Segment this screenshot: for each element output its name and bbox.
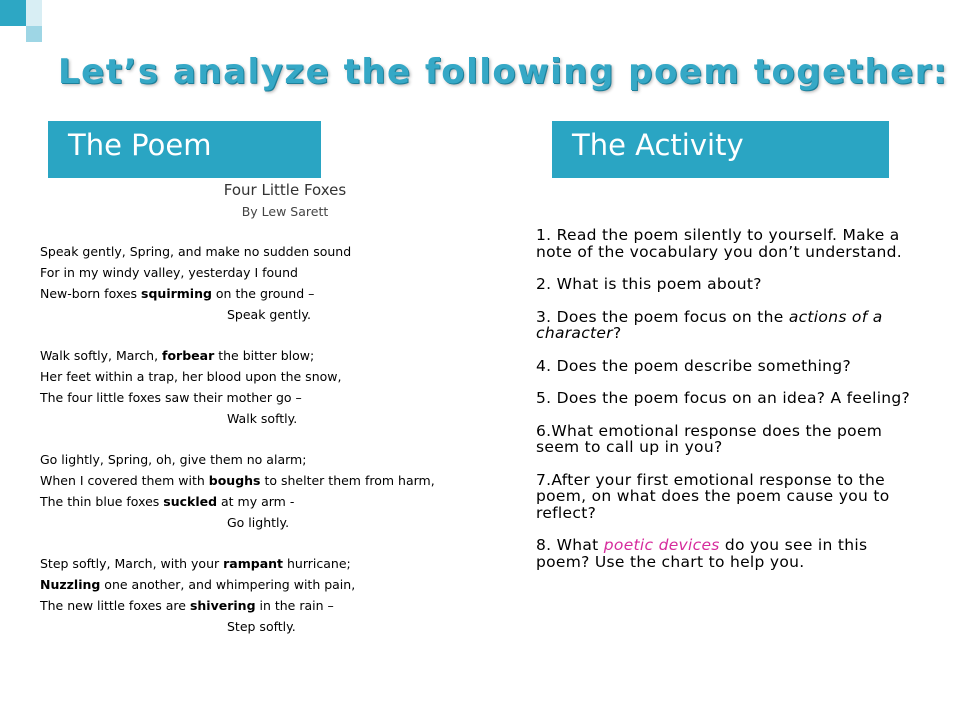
- vocab-word: forbear: [162, 348, 215, 363]
- text-segment: the bitter blow;: [214, 348, 315, 363]
- vocab-word: squirming: [141, 286, 212, 301]
- poem-refrain: Walk softly.: [227, 411, 298, 426]
- text-segment: in the rain –: [255, 598, 334, 613]
- poem-line: [40, 283, 530, 304]
- text-segment: The new little foxes are: [40, 598, 190, 613]
- vocab-word: suckled: [163, 494, 218, 509]
- activity-question: [536, 537, 916, 570]
- activity-questions: [536, 227, 916, 570]
- text-segment: on the ground –: [211, 286, 315, 301]
- text-segment: 5. Does the poem focus on an idea? A feeling?: [536, 389, 911, 407]
- poem-line: [40, 595, 530, 616]
- text-segment: 4. Does the poem describe something?: [536, 356, 851, 375]
- highlight-text: poetic devices: [603, 536, 720, 554]
- activity-question: [536, 390, 916, 407]
- activity-column: [536, 227, 916, 570]
- text-segment: 1. Read the poem silently to yourself. Make a note of the vocabulary you don’t understand.: [536, 226, 903, 261]
- text-segment: Go lightly, Spring, oh, give them no alarm;: [40, 452, 307, 467]
- poem-column: [40, 178, 530, 637]
- activity-header: The Activity: [552, 121, 889, 178]
- poem-line: [40, 470, 530, 491]
- activity-question: [536, 472, 916, 522]
- text-segment: The thin blue foxes: [40, 494, 164, 509]
- vocab-word: Nuzzling: [40, 577, 101, 592]
- vocab-word: boughs: [208, 473, 261, 488]
- poem-line: [40, 574, 530, 595]
- activity-question: [536, 309, 916, 342]
- stanza: [40, 449, 530, 533]
- text-segment: 2. What is this poem about?: [536, 275, 762, 293]
- text-segment: do you see in this poem? Use the chart to help you.: [536, 536, 868, 571]
- poem-line: [40, 262, 530, 283]
- text-segment: 8. What: [536, 536, 604, 554]
- poem-line: [40, 491, 530, 512]
- stanza: [40, 553, 530, 637]
- vocab-word: shivering: [189, 598, 256, 613]
- poem-refrain: Speak gently.: [227, 307, 311, 322]
- text-segment: 7.After your first emotional response to the poem, on what does the poem cause you to reflect?: [536, 470, 890, 522]
- activity-question: [536, 227, 916, 260]
- corner-decoration: [0, 0, 26, 26]
- poem-line: [40, 553, 530, 574]
- text-segment: at my arm -: [217, 494, 295, 509]
- poem-line: [40, 387, 530, 408]
- poem-header: The Poem: [48, 121, 321, 178]
- text-segment: to shelter them from harm,: [260, 473, 435, 488]
- poem-refrain: Go lightly.: [227, 515, 290, 530]
- stanza: [40, 241, 530, 325]
- text-segment: When I covered them with: [40, 473, 209, 488]
- corner-decoration-small: [26, 26, 42, 42]
- poem-stanzas: [40, 241, 530, 637]
- text-segment: Step softly, March, with your: [40, 556, 224, 571]
- emphasis-text: actions of a character: [536, 307, 883, 342]
- poem-author: By Lew Sarett: [241, 204, 329, 219]
- activity-question: [536, 276, 916, 293]
- poem-refrain: Step softly.: [227, 619, 296, 634]
- poem-line: [40, 241, 530, 262]
- activity-question: [536, 358, 916, 375]
- text-segment: 3. Does the poem focus on the: [536, 307, 789, 326]
- text-segment: 6.What emotional response does the poem seem to call up in you?: [536, 421, 883, 456]
- poem-line: [40, 345, 530, 366]
- text-segment: Her feet within a trap, her blood upon the snow,: [40, 369, 342, 384]
- text-segment: Speak gently, Spring, and make no sudden sound: [40, 244, 352, 259]
- slide-title: Let’s analyze the following poem together:: [58, 52, 949, 92]
- poem-title: Four Little Foxes: [223, 181, 347, 199]
- text-segment: hurricane;: [283, 556, 351, 571]
- poem-line: [40, 366, 530, 387]
- activity-question: [536, 423, 916, 456]
- text-segment: For in my windy valley, yesterday I found: [40, 265, 298, 280]
- corner-decoration-light: [26, 0, 42, 26]
- text-segment: New-born foxes: [40, 286, 142, 301]
- text-segment: one another, and whimpering with pain,: [100, 577, 356, 592]
- poem-line: [40, 449, 530, 470]
- text-segment: The four little foxes saw their mother go –: [40, 390, 302, 405]
- stanza: [40, 345, 530, 429]
- text-segment: ?: [612, 324, 622, 342]
- text-segment: Walk softly, March,: [40, 348, 163, 363]
- vocab-word: rampant: [223, 556, 284, 571]
